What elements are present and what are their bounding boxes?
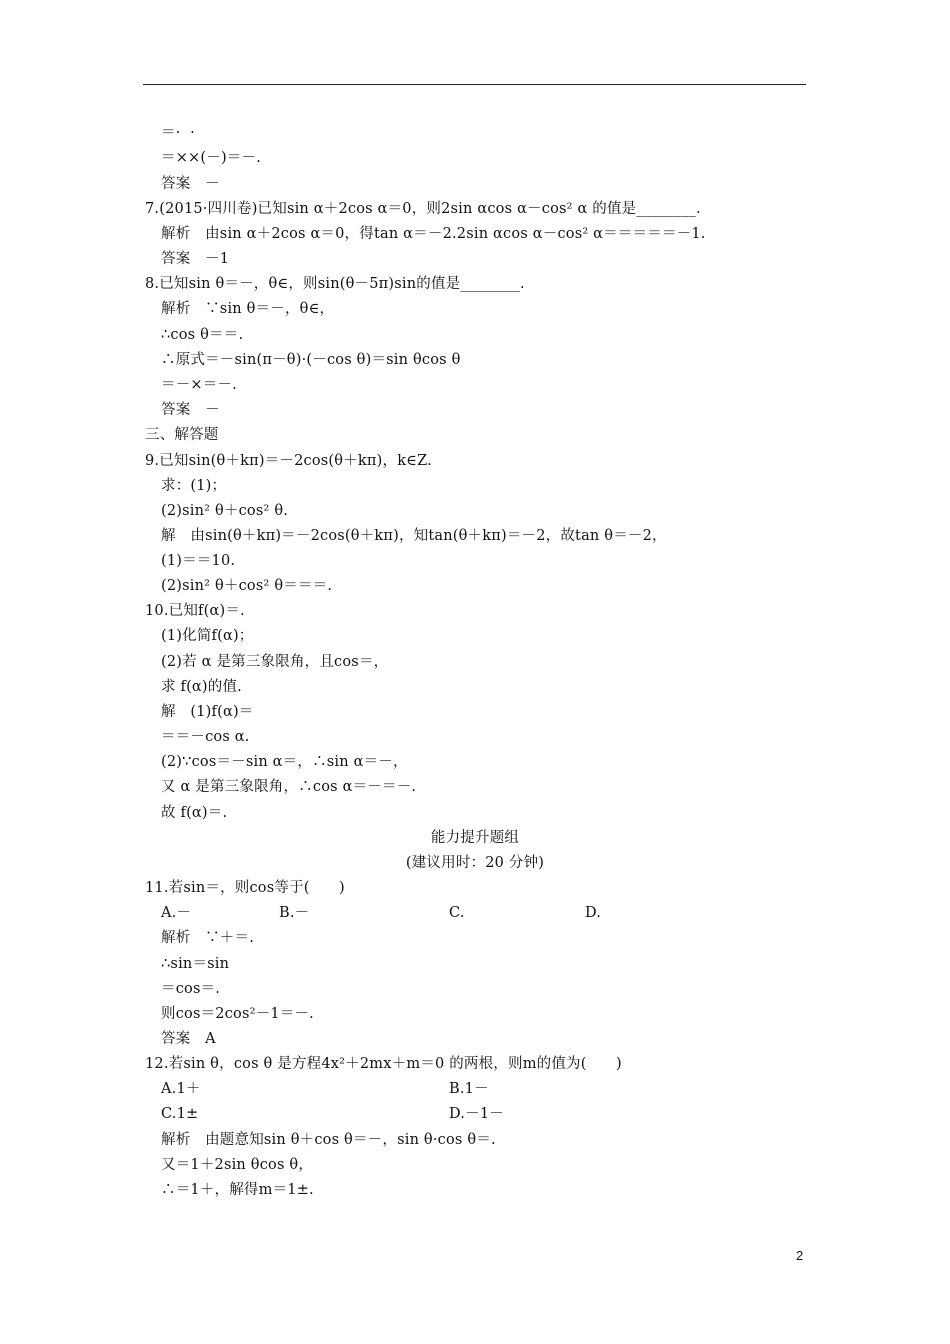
text-line: (2)sin² θ＋cos² θ＝＝＝.: [161, 578, 333, 594]
page-number: 2: [796, 1248, 804, 1263]
option-b: B.1－: [449, 1081, 489, 1097]
option-c: C.: [449, 905, 465, 921]
answer-line: 答案 －: [161, 176, 220, 192]
header-rule: [143, 84, 806, 85]
option-d: D.: [585, 905, 602, 921]
text-line: 解析 ∵＋＝.: [161, 930, 255, 946]
text-line: ∴原式＝－sin(π－θ)·(－cos θ)＝sin θcos θ: [161, 352, 461, 368]
text-line: 则cos＝2cos²－1＝－.: [161, 1006, 314, 1022]
text-line: ＝· ·: [161, 125, 195, 141]
text-line: 解析 由sin α＋2cos α＝0，得tan α＝－2.2sin αcos α－cos² α＝＝＝＝＝－1.: [161, 226, 706, 242]
text-line: 解析 ∵sin θ＝－，θ∈，: [161, 301, 335, 317]
question-7: 7.(2015·四川卷)已知sin α＋2cos α＝0，则2sin αcos α－cos² α 的值是________.: [145, 201, 701, 217]
question-12: 12.若sin θ，cos θ 是方程4x²＋2mx＋m＝0 的两根，则m的值为( ): [145, 1056, 622, 1072]
option-a: A.－: [161, 905, 192, 921]
option-c: C.1±: [161, 1106, 199, 1122]
text-line: (1)化简f(α)；: [161, 628, 254, 644]
answer-line: 答案 －: [161, 402, 220, 418]
text-line: 求：(1)；: [161, 478, 227, 494]
answer-line: 答案 A: [161, 1031, 216, 1047]
section-subtitle: (建议用时：20 分钟): [405, 855, 545, 871]
text-line: ∴cos θ＝＝.: [161, 327, 244, 343]
text-line: 故 f(α)＝.: [161, 805, 228, 821]
text-line: ＝××(－)＝－.: [161, 150, 262, 166]
option-d: D.－1－: [449, 1106, 504, 1122]
text-line: ＝cos＝.: [161, 981, 221, 997]
option-b: B.－: [279, 905, 310, 921]
text-line: 又 α 是第三象限角，∴cos α＝－＝－.: [161, 779, 417, 795]
text-line: (2)若 α 是第三象限角，且cos＝，: [161, 654, 389, 670]
text-line: 解 由sin(θ＋kπ)＝－2cos(θ＋kπ)，知tan(θ＋kπ)＝－2，故tan θ＝－2，: [161, 528, 667, 544]
text-line: 解析 由题意知sin θ＋cos θ＝－，sin θ·cos θ＝.: [161, 1132, 496, 1148]
text-line: ∴sin＝sin: [161, 956, 230, 972]
section-title: 能力提升题组: [430, 830, 520, 846]
text-line: (2)∵cos＝－sin α＝，∴sin α＝－，: [161, 754, 408, 770]
question-8: 8.已知sin θ＝－，θ∈，则sin(θ－5π)sin的值是________.: [145, 276, 525, 292]
section-heading: 三、解答题: [145, 427, 219, 443]
question-10: 10.已知f(α)＝.: [145, 603, 245, 619]
text-line: 求 f(α)的值.: [161, 679, 242, 695]
text-line: (1)＝＝10.: [161, 553, 236, 569]
question-9: 9.已知sin(θ＋kπ)＝－2cos(θ＋kπ)，k∈Z.: [145, 453, 432, 469]
text-line: (2)sin² θ＋cos² θ.: [161, 503, 289, 519]
text-line: 解 (1)f(α)＝: [161, 704, 254, 720]
text-line: 又＝1＋2sin θcos θ，: [161, 1157, 314, 1173]
text-line: ＝－×＝－.: [161, 377, 237, 393]
question-11: 11.若sin＝，则cos等于( ): [145, 880, 345, 896]
option-a: A.1＋: [161, 1081, 201, 1097]
answer-line: 答案 －1: [161, 251, 230, 267]
text-line: ＝＝－cos α.: [161, 729, 250, 745]
text-line: ∴＝1＋，解得m＝1±.: [161, 1182, 314, 1198]
